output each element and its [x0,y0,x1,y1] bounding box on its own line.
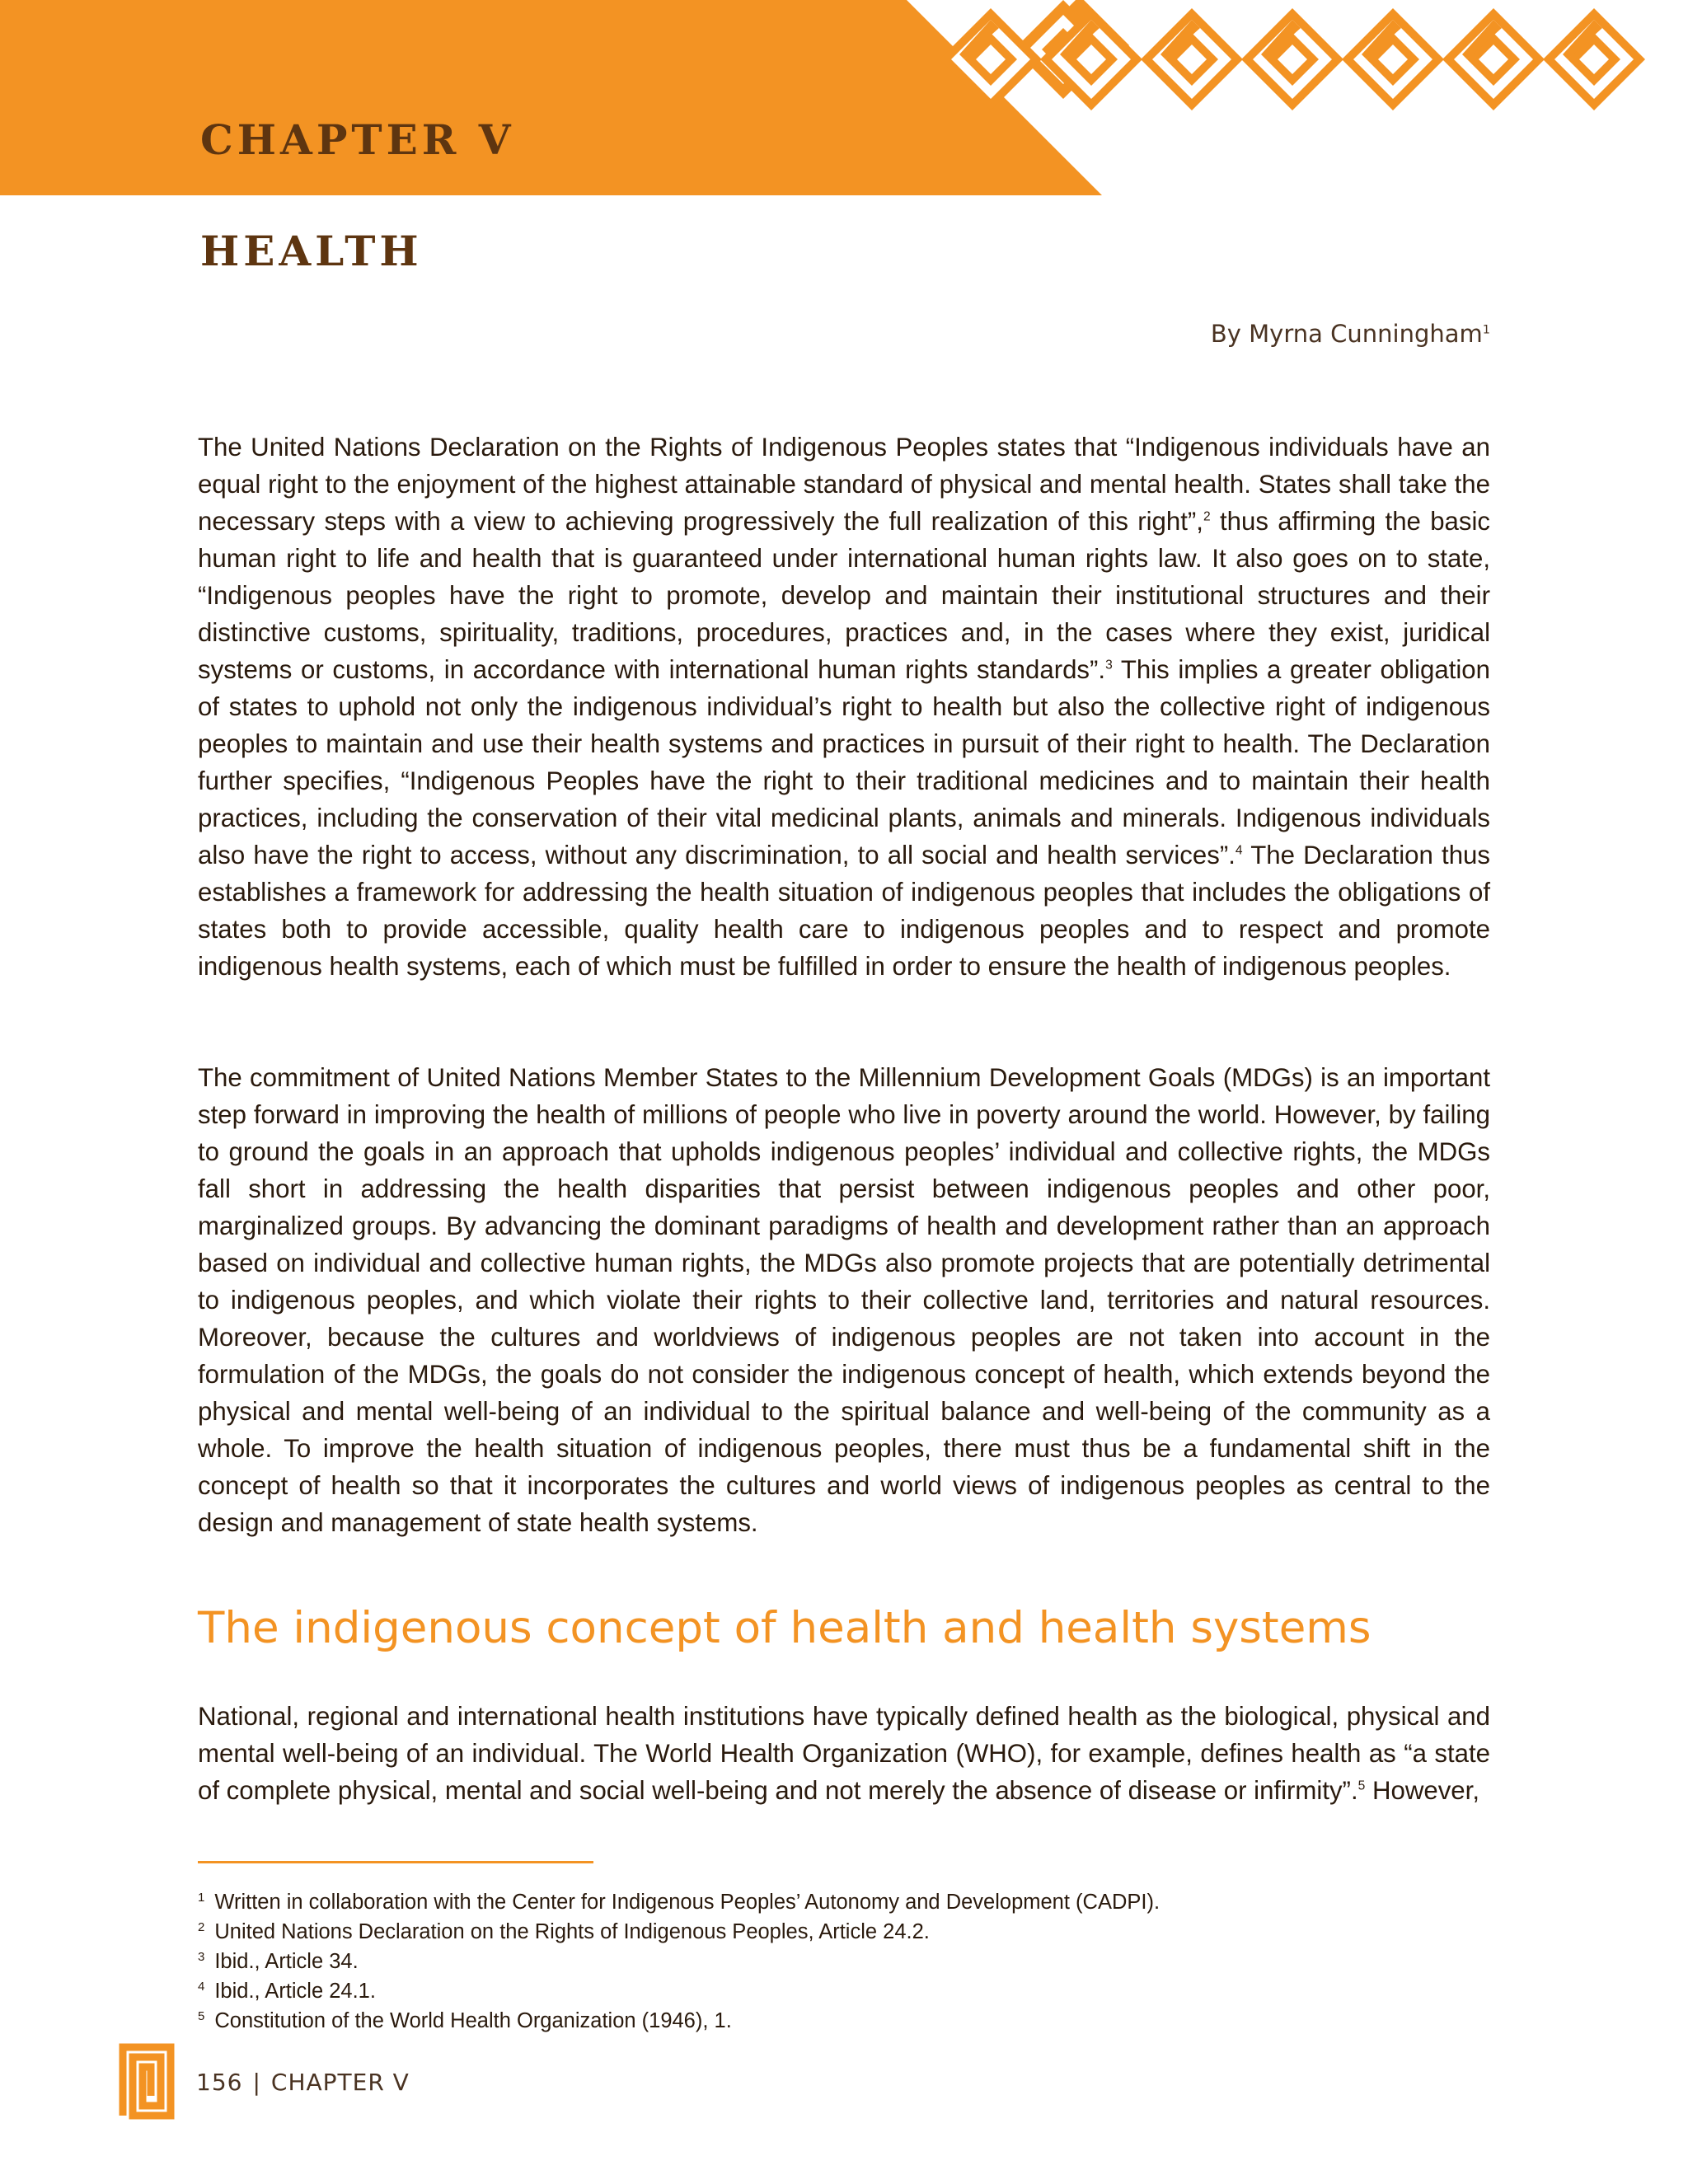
footer-separator: | [252,2069,261,2096]
section-subheading: The indigenous concept of health and health systems [198,1603,1372,1653]
footnote-text: United Nations Declaration on the Rights of Indigenous Peoples, Article 24.2. [214,1920,930,1943]
footnote-text: Constitution of the World Health Organization (1946), 1. [214,2009,732,2032]
footnote-item: 3 Ibid., Article 34. [198,1949,359,1973]
footnote-ref[interactable]: 3 [1105,658,1113,673]
paragraph-text: National, regional and international health institutions have typically defined health as the biological, physical and mental well-being of an individual. The World Health Organization (WHO), for example, defines health as “a state of complete physical, mental and social well-being and not merely the absence of disease or infirmity”. [198,1702,1490,1805]
footnote-text: Written in collaboration with the Center for Indigenous Peoples’ Autonomy and Development (CADPI). [214,1891,1160,1914]
footnote-item: 5 Constitution of the World Health Organization (1946), 1. [198,2008,732,2032]
footnote-divider [198,1861,593,1863]
paragraph-2: The commitment of United Nations Member States to the Millennium Development Goals (MDGs) is an important step forward in improving the health of millions of people who live in poverty around the world. However, by failing to ground the goals in an approach that upholds indigenous peoples’ individual and collective rights, the MDGs fall short in addressing the health disparities that persist between indigenous peoples and other poor, marginalized groups. By advancing the dominant paradigms of health and development rather than an approach based on individual and collective human rights, the MDGs also promote projects that are potentially detrimental to indigenous peoples, and which violate their rights to their collective land, territories and natural resources. Moreover, because the cultures and worldviews of indigenous peoples are not taken into account in the formulation of the MDGs, the goals do not consider the indigenous concept of health, which extends beyond the physical and mental well-being of an individual to the spiritual balance and well-being of the community as a whole. To improve the health situation of indigenous peoples, there must thus be a fundamental shift in the concept of health so that it incorporates the cultures and world views of indigenous peoples as central to the design and management of state health systems. [198,1063,1490,1537]
footnote-ref[interactable]: 4 [1235,843,1243,858]
byline-author: By Myrna Cunningham [1210,320,1483,348]
footnote-text: Ibid., Article 24.1. [214,1980,376,2003]
footnote-item: 2 United Nations Declaration on the Rights of Indigenous Peoples, Article 24.2. [198,1919,930,1943]
footnote-text: Ibid., Article 34. [214,1950,359,1973]
page-title: HEALTH [200,227,423,275]
footnotes-list [198,1887,1490,2036]
paragraph-text: However, [1365,1776,1479,1805]
paragraph-text: thus affirming the basic human right to life and health that is guaranteed under international human rights law. It also goes on to state, “Indigenous peoples have the right to promote, develop and maintain their institutional structures and their distinctive customs, spirituality, traditions, procedures, practices and, in the cases where they exist, juridical systems or customs, in accordance with international human rights standards”. [198,507,1490,684]
chapter-label: CHAPTER V [200,115,515,164]
header-banner [0,0,1688,195]
footnote-item: 4 Ibid., Article 24.1. [198,1979,376,2003]
page-footer [196,2069,410,2096]
paragraph-text: The Declaration thus establishes a framework for addressing the health situation of indigenous peoples that includes the obligations of states both to provide accessible, quality health care to indigenous peoples and to respect and promote indigenous health systems, each of which must be fulfilled in order to ensure the health of indigenous peoples. [198,841,1490,981]
paragraph-1 [198,429,1490,985]
footnote-ref[interactable]: 2 [1203,509,1211,524]
greek-key-row-icon [940,0,1688,115]
page-number: 156 [196,2069,243,2096]
footer-chapter: CHAPTER V [270,2069,410,2096]
paragraph-3 [198,1698,1490,1809]
paragraph-text: This implies a greater obligation of states to uphold not only the indigenous individual’s right to health but also the collective right of indigenous peoples to maintain and use their health systems and practices in pursuit of their right to health. The Declaration further specifies, “Indigenous Peoples have the right to their traditional medicines and to maintain their health practices, including the conservation of their vital medicinal plants, animals and minerals. Indigenous individuals also have the right to access, without any discrimination, to all social and health services”. [198,655,1490,869]
footnote-ref[interactable]: 5 [1357,1779,1366,1793]
footnote-ref[interactable]: 1 [1482,323,1490,337]
paragraph-text: The United Nations Declaration on the Rights of Indigenous Peoples states that “Indigenous individuals have an equal right to the enjoyment of the highest attainable standard of physical and mental health. States shall take the necessary steps with a view to achieving progressively the full realization of this right”, [198,433,1490,536]
spiral-square-icon [118,2042,176,2121]
byline [1211,320,1490,348]
footnote-item: 1 Written in collaboration with the Center for Indigenous Peoples’ Autonomy and Development (CADPI). [198,1890,1160,1914]
